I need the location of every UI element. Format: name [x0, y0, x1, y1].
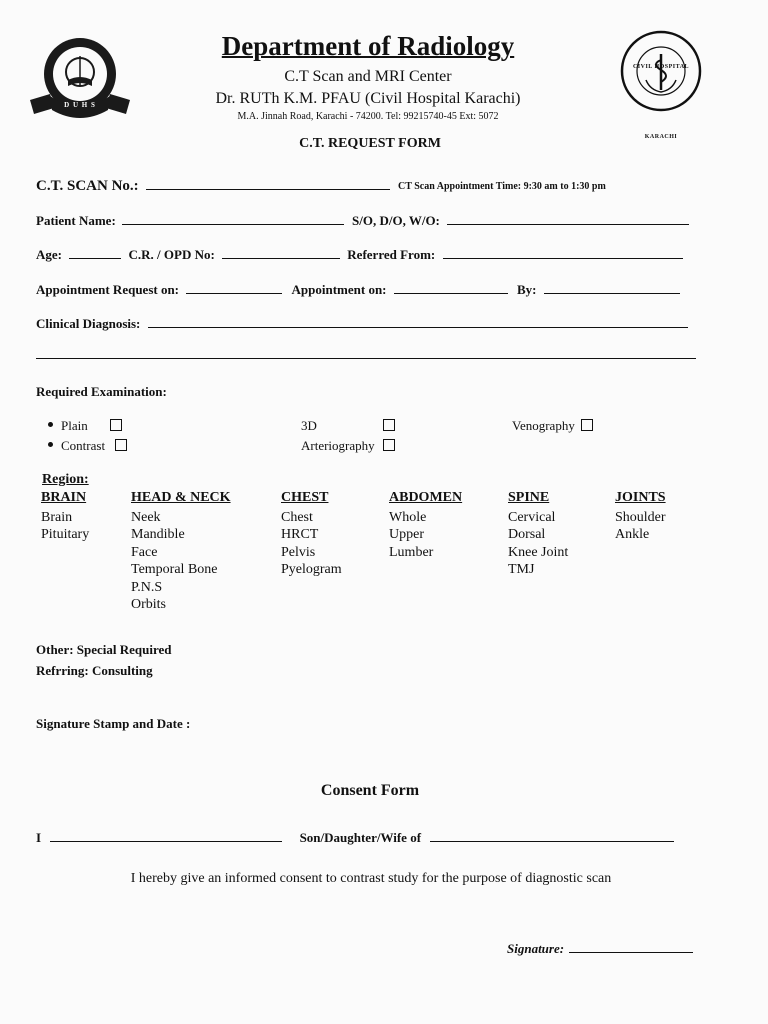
- hospital-name: Dr. RUTh K.M. PFAU (Civil Hospital Karachi): [215, 90, 521, 107]
- clinical-diagnosis-field-line2[interactable]: [36, 358, 696, 359]
- region-column-spine: [508, 489, 568, 579]
- region-item: Dorsal: [508, 527, 546, 542]
- civil-hospital-seal-text: CIVIL HOSPITAL KARACHI: [632, 64, 690, 140]
- appointment-time-note: CT Scan Appointment Time: 9:30 am to 1:30 pm: [398, 181, 606, 192]
- appointment-on-label: Appointment on:: [291, 282, 387, 297]
- region-item: Knee Joint: [508, 544, 569, 560]
- form-title: C.T. REQUEST FORM: [299, 136, 441, 151]
- region-item: Chest: [281, 509, 313, 525]
- consent-signature-field[interactable]: [569, 952, 693, 953]
- region-heading: Region:: [42, 472, 89, 487]
- exam-venography-label: Venography: [512, 418, 575, 433]
- exam-3d-label: 3D: [301, 418, 317, 433]
- region-item: Orbits: [131, 597, 166, 612]
- clinical-diagnosis-row: [36, 316, 688, 332]
- consent-signature-row: [507, 941, 693, 957]
- region-item: P.N.S: [131, 579, 163, 595]
- region-item: HRCT: [281, 527, 319, 542]
- referred-from-label: Referred From:: [347, 247, 436, 262]
- region-item: Pelvis: [281, 544, 316, 560]
- relation-field[interactable]: [447, 224, 689, 225]
- region-column-brain: [41, 489, 89, 544]
- region-column-title: ABDOMEN: [389, 490, 463, 505]
- region-column-head-neck: [131, 489, 231, 614]
- region-item: Whole: [389, 509, 427, 525]
- arteriography-checkbox[interactable]: [383, 439, 395, 451]
- region-column-title: BRAIN: [41, 490, 87, 505]
- region-item: Lumber: [389, 544, 434, 560]
- region-column-title: SPINE: [508, 490, 550, 505]
- region-column-abdomen: [389, 489, 462, 561]
- venography-checkbox[interactable]: [581, 419, 593, 431]
- contrast-checkbox[interactable]: [115, 439, 127, 451]
- page-title: Department of Radiology: [221, 31, 515, 61]
- referring-consulting: Refrring: Consulting: [36, 663, 153, 678]
- region-item: Upper: [389, 527, 424, 542]
- hospital-address: M.A. Jinnah Road, Karachi - 74200. Tel: 99215740-45 Ext: 5072: [237, 111, 499, 122]
- cr-opd-label: C.R. / OPD No:: [128, 247, 215, 262]
- exam-plain[interactable]: [48, 418, 122, 434]
- exam-arteriography-label: Arteriography: [301, 438, 375, 453]
- exam-3d[interactable]: [301, 418, 395, 434]
- region-item: Face: [131, 544, 158, 560]
- bullet-icon: [48, 422, 53, 427]
- relation-label: S/O, D/O, W/O:: [352, 213, 440, 228]
- consent-i-label: I: [36, 830, 42, 845]
- center-name: C.T Scan and MRI Center: [284, 68, 452, 85]
- consent-form-title: Consent Form: [320, 782, 420, 799]
- region-column-title: JOINTS: [615, 490, 666, 505]
- patient-name-label: Patient Name:: [36, 213, 116, 228]
- exam-contrast[interactable]: [48, 438, 127, 454]
- region-column-joints: [615, 489, 666, 544]
- exam-plain-label: Plain: [61, 418, 88, 433]
- region-item: Cervical: [508, 509, 556, 525]
- by-field[interactable]: [544, 293, 680, 294]
- patient-name-field[interactable]: [122, 224, 344, 225]
- region-item: Brain: [41, 509, 73, 525]
- region-column-chest: [281, 489, 342, 579]
- consent-relation-label: Son/Daughter/Wife of: [299, 830, 422, 845]
- region-item: Shoulder: [615, 509, 666, 525]
- signature-stamp-date-label: Signature Stamp and Date :: [36, 716, 191, 731]
- clinical-diagnosis-label: Clinical Diagnosis:: [36, 316, 141, 331]
- ct-scan-no-row: [36, 178, 390, 195]
- region-item: Ankle: [615, 527, 650, 542]
- ct-scan-no-field[interactable]: [146, 189, 390, 190]
- other-special-required: Other: Special Required: [36, 642, 172, 657]
- appointment-request-field[interactable]: [186, 293, 282, 294]
- exam-arteriography[interactable]: [301, 438, 395, 454]
- consent-relation-field[interactable]: [430, 841, 674, 842]
- referred-from-field[interactable]: [443, 258, 683, 259]
- age-row: [36, 247, 683, 263]
- plain-checkbox[interactable]: [110, 419, 122, 431]
- appointment-request-label: Appointment Request on:: [36, 282, 180, 297]
- appointment-row: [36, 282, 680, 298]
- region-column-title: CHEST: [281, 490, 329, 505]
- by-label: By:: [517, 282, 537, 297]
- region-item: Pyelogram: [281, 562, 342, 577]
- ct-scan-no-label: C.T. SCAN No.:: [36, 178, 139, 194]
- region-item: Mandible: [131, 527, 185, 542]
- region-item: Pituitary: [41, 527, 90, 542]
- duhs-logo-text: D U H S: [64, 101, 96, 109]
- relation-row: [352, 213, 689, 229]
- age-field[interactable]: [69, 258, 121, 259]
- age-label: Age:: [36, 247, 62, 262]
- bullet-icon: [48, 442, 53, 447]
- region-item: TMJ: [508, 562, 535, 577]
- exam-venography[interactable]: [512, 418, 593, 434]
- exam-contrast-label: Contrast: [61, 438, 106, 453]
- required-exam-heading: Required Examination:: [36, 384, 167, 399]
- cr-opd-field[interactable]: [222, 258, 340, 259]
- clinical-diagnosis-field[interactable]: [148, 327, 688, 328]
- 3d-checkbox[interactable]: [383, 419, 395, 431]
- region-column-title: HEAD & NECK: [131, 490, 231, 505]
- consent-name-field[interactable]: [50, 841, 282, 842]
- consent-statement: I hereby give an informed consent to contrast study for the purpose of diagnostic scan: [130, 871, 612, 886]
- region-item: Neek: [131, 509, 161, 525]
- consent-name-row: [36, 830, 674, 846]
- appointment-on-field[interactable]: [394, 293, 508, 294]
- patient-name-row: [36, 213, 344, 229]
- region-item: Temporal Bone: [131, 562, 218, 577]
- consent-signature-label: Signature:: [507, 941, 565, 956]
